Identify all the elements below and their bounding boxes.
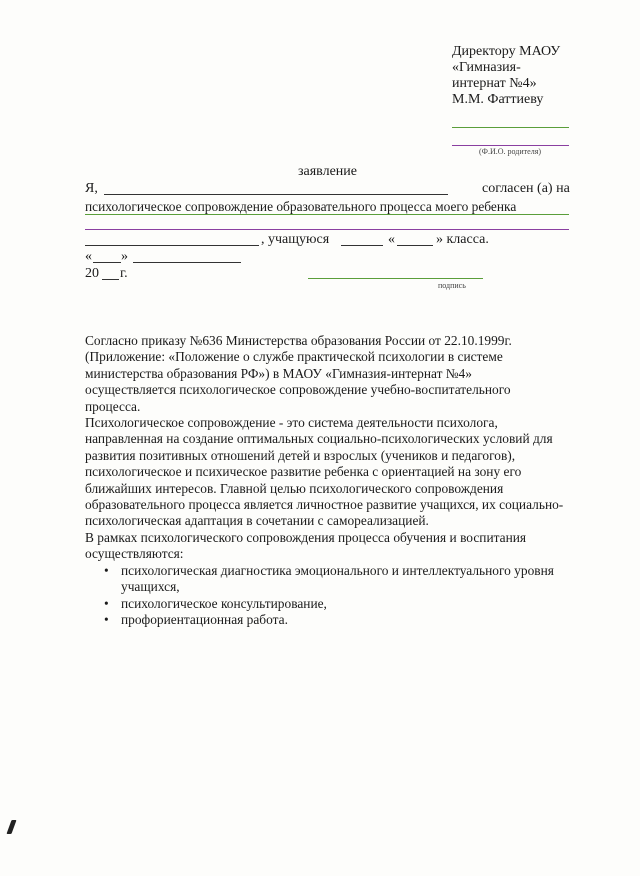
bullet-icon: • bbox=[104, 562, 109, 578]
addressee-line-3: интернат №4» bbox=[452, 76, 537, 91]
list-item bbox=[104, 562, 565, 596]
body-paragraph-1: Согласно приказу №636 Министерства образования России от 22.10.1999г. (Приложение: «Положение о службе практической психологии в системе министерства образования РФ») в МАОУ «Гимназия-интернат №4» осуществляется психологическое сопровождение учебно-воспитательного процесса. bbox=[85, 333, 512, 414]
class-label: » класса. bbox=[436, 232, 489, 247]
year-suffix: г. bbox=[120, 266, 128, 281]
date-month-line[interactable] bbox=[133, 262, 241, 263]
date-quote-open: « bbox=[85, 249, 92, 264]
class-number-line[interactable] bbox=[341, 245, 383, 246]
parent-name-line-1[interactable] bbox=[452, 127, 569, 128]
date-day-line[interactable] bbox=[93, 262, 121, 263]
class-quote-open: « bbox=[388, 232, 395, 247]
addressee-line-1: Директору МАОУ bbox=[452, 44, 561, 59]
child-name-line-2[interactable] bbox=[85, 245, 259, 246]
support-underline bbox=[85, 214, 569, 215]
body-paragraph-3: В рамках психологического сопровождения процесса обучения и воспитания осуществляются: bbox=[85, 529, 527, 562]
parent-name-line-2[interactable] bbox=[452, 145, 569, 146]
date-year-line[interactable] bbox=[102, 279, 119, 280]
applicant-name-line[interactable] bbox=[104, 194, 448, 195]
document-heading: заявление bbox=[298, 164, 358, 179]
list-item-text: профориентационная работа. bbox=[121, 611, 288, 627]
addressee-line-2: «Гимназия- bbox=[452, 60, 521, 75]
agree-label: согласен (а) на bbox=[482, 181, 570, 196]
list-item-text: психологическое консультирование, bbox=[121, 595, 327, 611]
activity-list bbox=[85, 563, 565, 629]
child-name-line-1[interactable] bbox=[85, 229, 569, 230]
bullet-icon: • bbox=[104, 595, 109, 611]
addressee-block bbox=[452, 44, 560, 108]
parent-name-caption: (Ф.И.О. родителя) bbox=[479, 147, 542, 156]
body-paragraph-2: Психологическое сопровождение - это система деятельности психолога, направленная на создание оптимальных социально-психологических условий для развития позитивных отношений детей и взрослых (учеников и педагогов), психологическое и психическое развитие ребенка с ориентацией на зону его ближайших интересов. Главной целью психологического сопровождения образовательного процесса является личностное развитие учащихся, их социально-психологическая адаптация в сочетании с самореализацией. bbox=[85, 415, 564, 529]
list-item bbox=[104, 611, 565, 628]
bullet-icon: • bbox=[104, 611, 109, 627]
addressee-line-4: М.М. Фаттиеву bbox=[452, 92, 544, 107]
list-item-text: психологическая диагностика эмоционального и интеллектуального уровня учащихся, bbox=[121, 562, 554, 595]
support-statement: психологическое сопровождение образовательного процесса моего ребенка bbox=[85, 199, 517, 214]
studying-label: , учащуюся bbox=[261, 232, 330, 247]
list-item bbox=[104, 595, 565, 612]
signature-line[interactable] bbox=[308, 278, 483, 279]
body-text bbox=[85, 333, 565, 628]
year-prefix: 20 bbox=[85, 266, 99, 281]
ya-label: Я, bbox=[85, 181, 98, 196]
scan-mark bbox=[6, 820, 16, 834]
date-quote-close: » bbox=[121, 249, 128, 264]
signature-caption: подпись bbox=[438, 281, 466, 290]
class-letter-line[interactable] bbox=[397, 245, 433, 246]
